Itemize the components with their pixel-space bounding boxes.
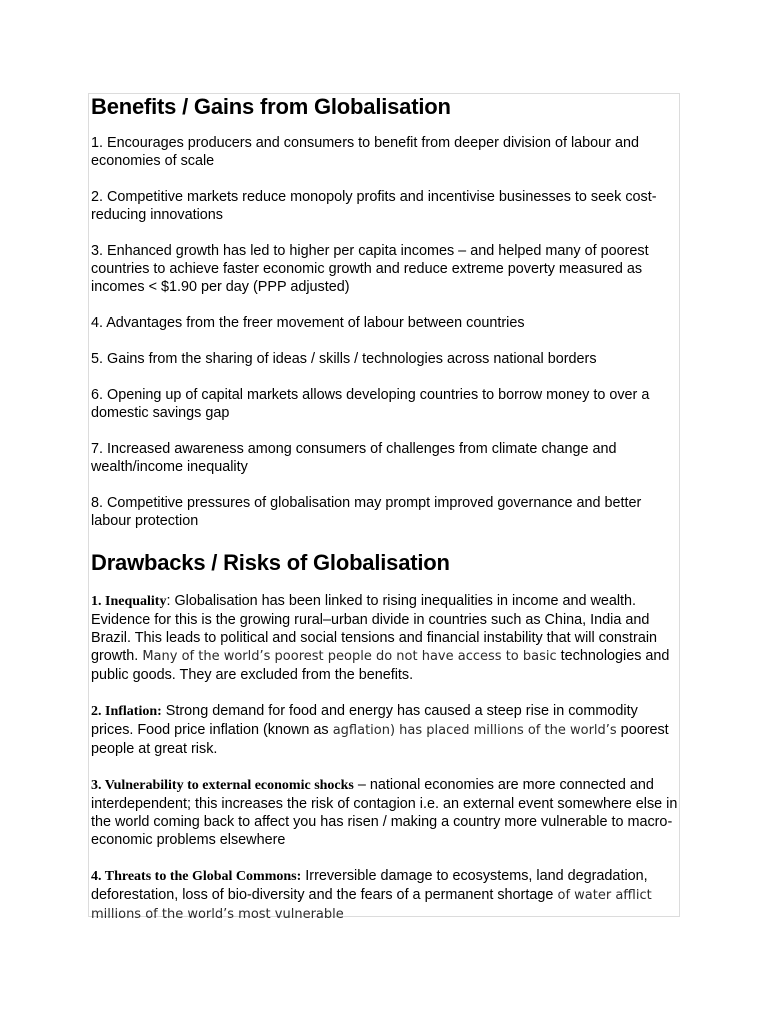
drawback-text-end: technologies and public goods. They are excluded from the benefits. [91, 648, 670, 683]
drawback-title: 2. Inflation: [91, 704, 162, 719]
drawback-text: Irreversible damage to ecosystems, land degradation, deforestation, loss of bio-diversity and the fears of a permanent shortage [91, 868, 648, 903]
benefit-item: 5. Gains from the sharing of ideas / skills / technologies across national borders [91, 351, 597, 367]
benefits-heading: Benefits / Gains from Globalisation [91, 94, 451, 119]
drawback-item [91, 776, 679, 849]
drawback-item [91, 867, 679, 924]
document-body [91, 93, 679, 924]
drawback-title: 1. Inequality [91, 594, 167, 609]
drawback-item [91, 702, 679, 758]
drawback-text: – national economies are more connected and interdependent; this increases the risk of contagion i.e. an external event somewhere else in the world coming back to affect you has risen / making a country more vulnerable to macro-economic problems elsewhere [91, 777, 678, 848]
drawback-item [91, 592, 679, 684]
benefit-item: 1. Encourages producers and consumers to benefit from deeper division of labour and economies of scale [91, 135, 639, 169]
drawbacks-heading: Drawbacks / Risks of Globalisation [91, 550, 450, 575]
benefit-item: 4. Advantages from the freer movement of labour between countries [91, 315, 525, 331]
drawback-text-alt: Many of the world’s poorest people do not have access to basic [138, 649, 557, 664]
drawback-text-alt: of water afflict millions of the world’s most vulnerable [91, 888, 652, 922]
drawback-text: Strong demand for food and energy has caused a steep rise in commodity prices. Food price inflation (known as [91, 703, 638, 738]
drawback-text-end: poorest people at great risk. [91, 722, 669, 757]
benefit-item: 3. Enhanced growth has led to higher per capita incomes – and helped many of poorest countries to achieve faster economic growth and reduce extreme poverty measured as incomes < $1.90 per day (PPP adjusted) [91, 243, 649, 295]
benefit-item: 7. Increased awareness among consumers of challenges from climate change and wealth/income inequality [91, 441, 617, 475]
drawback-text-alt: agflation) has placed millions of the world’s [328, 723, 617, 738]
benefit-item: 2. Competitive markets reduce monopoly profits and incentivise businesses to seek cost-reducing innovations [91, 189, 657, 223]
benefit-item: 8. Competitive pressures of globalisation may prompt improved governance and better labour protection [91, 495, 642, 529]
drawback-text: : Globalisation has been linked to rising inequalities in income and wealth. Evidence for this is the growing rural–urban divide in countries such as China, India and Brazil. This leads to political and social tensions and financial instability that will constrain growth. [91, 593, 658, 664]
drawback-title: 3. Vulnerability to external economic shocks [91, 778, 354, 793]
drawback-title: 4. Threats to the Global Commons: [91, 869, 302, 884]
benefit-item: 6. Opening up of capital markets allows developing countries to borrow money to over a domestic savings gap [91, 387, 650, 421]
